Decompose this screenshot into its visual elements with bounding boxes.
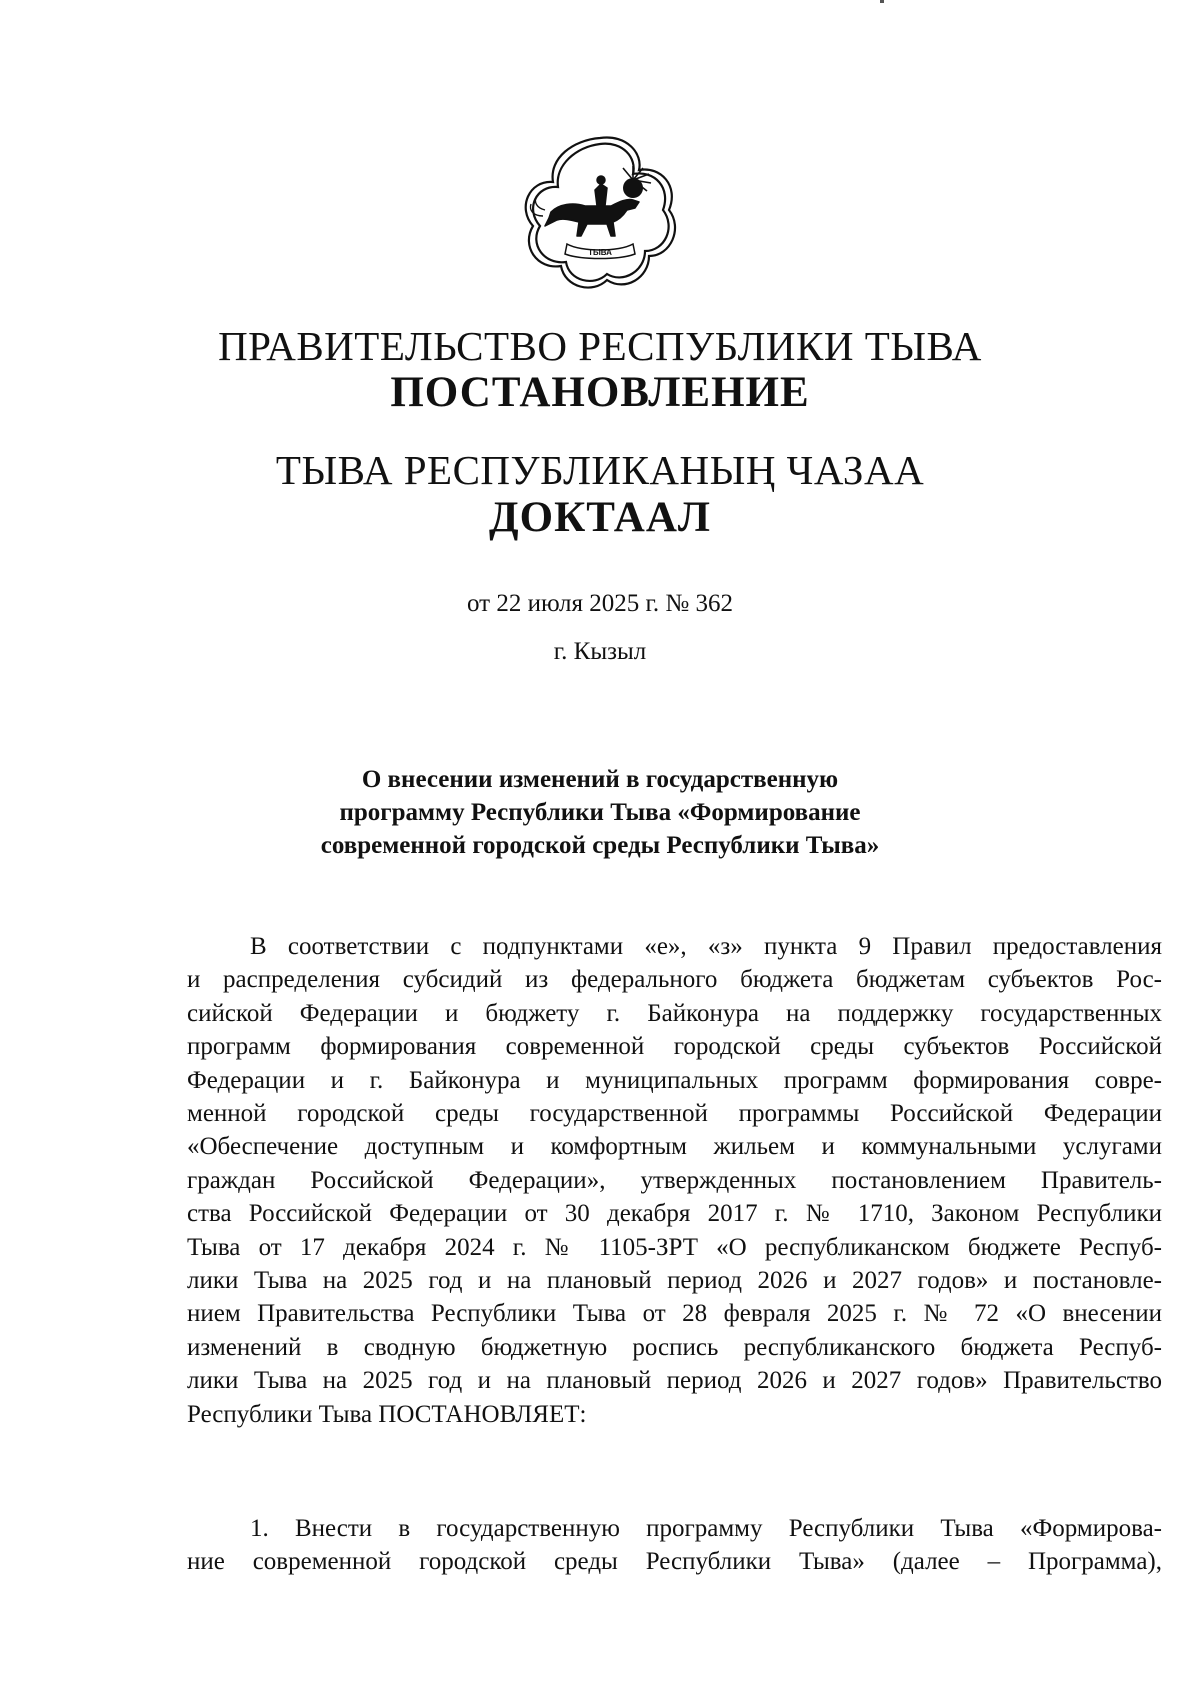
government-title-tyv: ТЫВА РЕСПУБЛИКАНЫҢ ЧАЗАА [275,447,925,493]
emblem-inscription: ТЫВА [588,248,612,257]
text-line: ние современной городской среды Республики Тыва» (далее – Программа), [187,1548,1162,1576]
decree-type-tyv: ДОКТААЛ [489,494,711,541]
text-line: В соответствии с подпунктами «е», «з» пункта 9 Правил предоставления [250,933,1162,960]
scan-artifact [880,0,884,3]
decree-type-ru: ПОСТАНОВЛЕНИЕ [390,369,810,416]
tuva-coat-of-arms-icon [515,128,685,298]
text-line: лики Тыва на 2025 год и на плановый период 2026 и 2027 годов» и постановле- [187,1267,1162,1295]
text-line: ства Российской Федерации от 30 декабря 2017 г. № 1710, Законом Республики [187,1200,1162,1228]
text-line: менной городской среды государственной программы Российской Федерации [187,1100,1162,1128]
text-line: Республики Тыва ПОСТАНОВЛЯЕТ: [187,1400,587,1428]
decree-city: г. Кызыл [553,638,647,665]
text-line: нием Правительства Республики Тыва от 28 февраля 2025 г. № 72 «О внесении [187,1300,1162,1328]
text-line: и распределения субсидий из федерального бюджета бюджетам субъектов Рос- [187,966,1162,994]
government-title-ru: ПРАВИТЕЛЬСТВО РЕСПУБЛИКИ ТЫВА [218,323,982,369]
title-line: программу Республики Тыва «Формирование [339,799,861,826]
text-line: «Обеспечение доступным и комфортным жильем и коммунальными услугами [187,1133,1162,1161]
decree-date-number: от 22 июля 2025 г. № 362 [466,590,734,617]
document-title [280,763,920,862]
text-line: граждан Российской Федерации», утвержденных постановлением Правитель- [187,1166,1162,1194]
text-line: сийской Федерации и бюджету г. Байконура на поддержку государственных [187,999,1162,1027]
text-line: программ формирования современной городской среды субъектов Российской [187,1033,1162,1061]
text-line: Тыва от 17 декабря 2024 г. № 1105-ЗРТ «О республиканском бюджете Респуб- [187,1233,1162,1261]
title-line: О внесении изменений в государственную [361,766,839,793]
text-line: 1. Внести в государственную программу Республики Тыва «Формирова- [250,1515,1162,1542]
preamble-paragraph [187,930,1162,1431]
title-line: современной городской среды Республики Тыва» [320,832,880,859]
text-line: лики Тыва на 2025 год и на плановый период 2026 и 2027 годов» Правительство [187,1367,1162,1395]
item-1-paragraph [187,1512,1162,1579]
text-line: изменений в сводную бюджетную роспись республиканского бюджета Респуб- [187,1333,1162,1361]
text-line: Федерации и г. Байконура и муниципальных программ формирования совре- [187,1066,1162,1094]
